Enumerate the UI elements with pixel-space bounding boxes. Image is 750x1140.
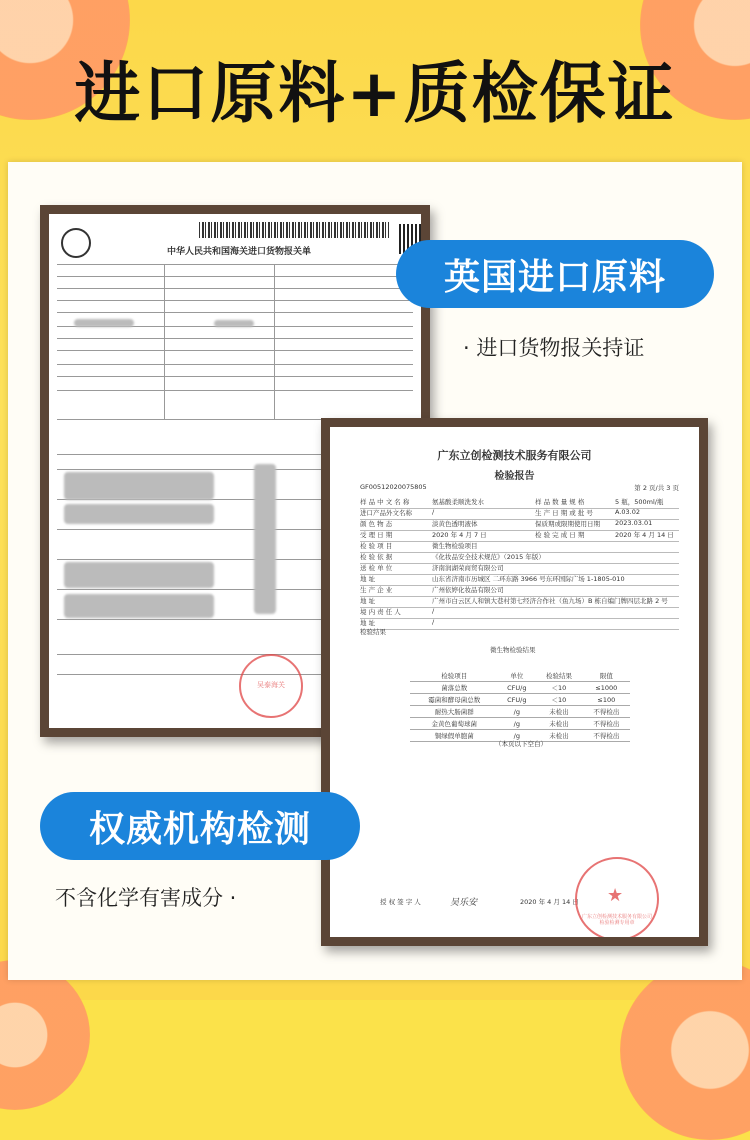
report-field-text: / (432, 618, 435, 626)
redacted-area (64, 594, 214, 618)
table-line (57, 300, 413, 301)
table-cell: 未检出 (535, 730, 582, 742)
report-field-text: 山东省济南市历城区 二环东路 3966 号东环国际广场 1-1805-010 (432, 575, 625, 583)
table-line (57, 264, 413, 265)
note-no-harmful-chemicals: 不含化学有害成分 · (55, 886, 237, 910)
report-field-row (360, 618, 679, 630)
table-header-cell: 检验项目 (410, 670, 498, 682)
signer-label: 授 权 签 字 人 (380, 898, 421, 906)
table-cell: 不得检出 (583, 718, 630, 730)
table-line (164, 264, 165, 419)
report-field-text: 检 验 项 目 (360, 542, 393, 550)
redacted-area (64, 562, 214, 588)
report-field-text: 广州依婷化妆品有限公司 (432, 586, 504, 594)
table-cell: /g (498, 730, 535, 742)
table-cell: 菌落总数 (410, 682, 498, 694)
report-field-text: 氨基酸柔顺洗发水 (432, 498, 484, 506)
report-field-text: 检 验 依 据 (360, 553, 393, 561)
table-cell: 铜绿假单胞菌 (410, 730, 498, 742)
table-caption: 微生物检验结果 (490, 646, 536, 654)
report-company: 广东立创检测技术服务有限公司 (437, 449, 592, 462)
blank-note: （本页以下空白） (495, 740, 547, 748)
sign-date: 2020 年 4 月 14 日 (520, 898, 579, 906)
report-field-text: A.03.02 (615, 508, 641, 516)
result-label: 检验结果 (360, 628, 386, 636)
report-field-text: 生 产 日 期 或 批 号 (535, 509, 593, 517)
redacted-area (64, 504, 214, 524)
report-field-text: 微生物检验项目 (432, 542, 478, 550)
redacted-area (64, 472, 214, 500)
table-cell: 未检出 (535, 718, 582, 730)
redacted-area (74, 319, 134, 327)
table-cell: 霉菌和酵母菌总数 (410, 694, 498, 706)
table-cell: 耐热大肠菌群 (410, 706, 498, 718)
results-table (410, 670, 630, 742)
table-row (410, 706, 630, 718)
badge-authority-test: 权威机构检测 (40, 792, 360, 860)
report-field-text: 检 验 完 成 日 期 (535, 531, 585, 539)
table-cell: 不得检出 (583, 706, 630, 718)
report-field-text: 2020 年 4 月 7 日 (432, 531, 487, 539)
table-cell: CFU/g (498, 694, 535, 706)
table-line (57, 276, 413, 277)
inspection-report-frame (321, 418, 708, 946)
stamp-text: 广东立创检测技术服务有限公司 检验检测专用章 (581, 914, 652, 926)
table-cell: /g (498, 718, 535, 730)
report-field-text: 保质期或限期使用日期 (535, 520, 600, 528)
report-field-text: 《化妆品安全技术规范》（2015 年版） (432, 553, 545, 561)
report-field-text: 送 检 单 位 (360, 564, 393, 572)
table-line (57, 390, 413, 391)
report-field-text: 5 瓶，500ml/瓶 (615, 498, 664, 506)
report-title: 检验报告 (494, 471, 535, 482)
table-line (57, 288, 413, 289)
barcode (199, 222, 389, 238)
table-row (410, 718, 630, 730)
report-field-text: 济南润湖荣商贸有限公司 (432, 564, 504, 572)
report-field-text: 样 品 数 量 规 格 (535, 498, 585, 506)
report-field-text: 生 产 企 业 (360, 586, 393, 594)
stamp-text: 吴泰海关 (257, 681, 285, 689)
report-field-text: 2020 年 4 月 14 日 (615, 531, 674, 539)
table-line (57, 364, 413, 365)
report-field-text: 地 址 (360, 597, 376, 605)
table-cell: ＜10 (535, 694, 582, 706)
table-line (57, 350, 413, 351)
table-cell: ＜10 (535, 682, 582, 694)
table-header-cell: 单位 (498, 670, 535, 682)
redacted-area (214, 320, 254, 327)
table-cell: 未检出 (535, 706, 582, 718)
report-field-text: 地 址 (360, 619, 376, 627)
table-line (57, 376, 413, 377)
report-field-text: 进口产品外文名称 (360, 509, 412, 517)
table-row (410, 682, 630, 694)
report-field-text: 广州市白云区人和镇大巷村第七经济合作社（鱼九场）B 栋自编门牌四层北路 2 号 (432, 597, 668, 605)
table-header-row (410, 670, 630, 682)
table-header-cell: 检验结果 (535, 670, 582, 682)
redacted-area (254, 464, 276, 614)
table-header-cell: 限值 (583, 670, 630, 682)
report-field-text: 样 品 中 文 名 称 (360, 498, 410, 506)
report-field-text: 淡黄色透明液体 (432, 520, 478, 528)
star-icon: ★ (607, 885, 624, 906)
report-field-text: 颜 色 物 态 (360, 520, 393, 528)
table-line (57, 312, 413, 313)
customs-stamp (239, 654, 303, 718)
customs-emblem-icon (61, 228, 91, 258)
table-cell: 不得检出 (583, 730, 630, 742)
signer-signature: 吴乐安 (450, 898, 478, 908)
report-page: 第 2 页/共 3 页 (634, 484, 679, 492)
badge-import-materials: 英国进口原料 (396, 240, 714, 308)
report-field-text: 2023.03.01 (615, 519, 653, 527)
report-stamp (575, 857, 659, 941)
report-number: GF00512020075805 (360, 483, 427, 491)
report-field-text: / (432, 508, 435, 516)
table-line (274, 264, 275, 419)
report-field-text: 地 址 (360, 575, 376, 583)
table-cell: CFU/g (498, 682, 535, 694)
table-line (57, 338, 413, 339)
report-field-text: 受 理 日 期 (360, 531, 393, 539)
report-field-text: / (432, 607, 435, 615)
table-row (410, 694, 630, 706)
table-cell: 金黄色葡萄球菌 (410, 718, 498, 730)
headline: 进口原料+质检保证 (74, 55, 676, 132)
table-cell: ≤1000 (583, 682, 630, 694)
customs-title: 中华人民共和国海关进口货物报关单 (167, 247, 312, 257)
table-cell: /g (498, 706, 535, 718)
report-field-text: 境 内 责 任 人 (360, 608, 401, 616)
note-import-certificate: · 进口货物报关持证 (463, 336, 645, 360)
inspection-report (330, 427, 699, 937)
table-cell: ≤100 (583, 694, 630, 706)
